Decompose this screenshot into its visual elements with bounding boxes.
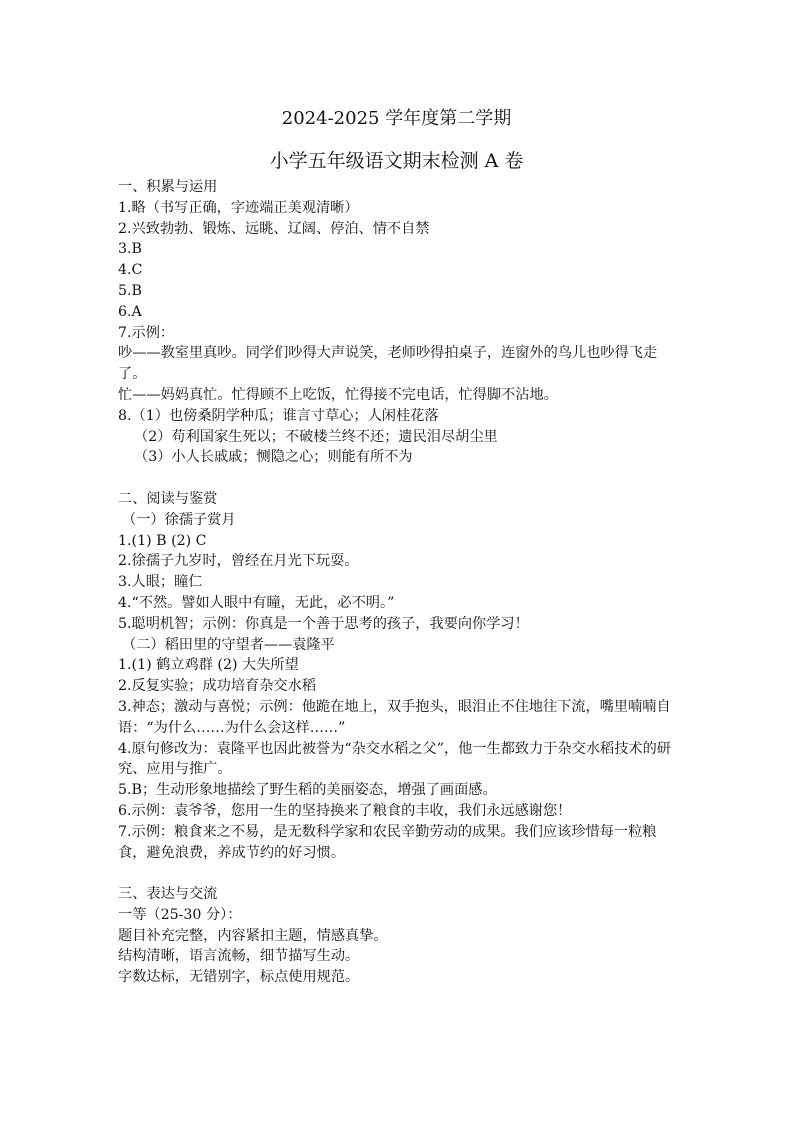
answer-line: 题目补充完整，内容紧扣主题，情感真挚。 <box>118 927 388 944</box>
answer-line: （2）苟利国家生死以；不破楼兰终不还；遗民泪尽胡尘里 <box>134 428 498 445</box>
answer-line: 4.“不然。譬如人眼中有瞳，无此，必不明。” <box>118 594 395 611</box>
subsection-heading: （一）徐孺子赏月 <box>122 511 236 528</box>
section-heading-expression: 三、表达与交流 <box>118 886 218 903</box>
subsection-heading: （二）稻田里的守望者——袁隆平 <box>122 636 335 653</box>
exam-title: 小学五年级语文期末检测 A 卷 <box>269 150 524 172</box>
spacer <box>118 468 678 489</box>
answer-line: 1.略（书写正确，字迹端正美观清晰） <box>118 199 359 216</box>
answer-line: 3.B <box>118 241 142 258</box>
answer-line: 结构清晰，语言流畅，细节描写生动。 <box>118 948 360 965</box>
answer-body <box>118 177 678 988</box>
answer-line: （3）小人长戚戚；恻隐之心；则能有所不为 <box>134 449 413 466</box>
answer-line: 1.(1) B (2) C <box>118 532 207 549</box>
answer-line: 7.示例： <box>118 324 175 341</box>
semester-title: 2024-2025 学年度第二学期 <box>281 108 512 129</box>
answer-line: 忙——妈妈真忙。忙得顾不上吃饭，忙得接不完电话，忙得脚不沾地。 <box>118 386 558 403</box>
section-heading-reading: 二、阅读与鉴赏 <box>118 490 218 507</box>
answer-line: 3.人眼；瞳仁 <box>118 574 203 591</box>
answer-line: 6.示例：袁爷爷，您用一生的坚持换来了粮食的丰收，我们永远感谢您！ <box>118 802 572 819</box>
answer-line: 5.B <box>118 282 142 299</box>
answer-line: 一等（25-30 分）： <box>118 906 242 923</box>
answer-line: 6.A <box>118 303 142 320</box>
answer-line: 4.C <box>118 262 143 279</box>
answer-line: 8.（1）也傍桑阴学种瓜；谁言寸草心；人闲桂花落 <box>118 407 439 424</box>
answer-line: 1.(1) 鹤立鸡群 (2) 大失所望 <box>118 657 299 674</box>
answer-line: 2.反复实验；成功培育杂交水稻 <box>118 678 316 695</box>
answer-line: 2.兴致勃勃、锻炼、远眺、辽阔、停泊、情不自禁 <box>118 220 430 237</box>
answer-line: 5.B；生动形象地描绘了野生稻的美丽姿态，增强了画面感。 <box>118 782 497 799</box>
answer-paragraph: 吵——教室里真吵。同学们吵得大声说笑，老师吵得拍桌子，连窗外的鸟儿也吵得飞走了。 <box>118 345 658 383</box>
answer-paragraph: 4.原句修改为：袁隆平也因此被誉为“杂交水稻之父”，他一生都致力于杂交水稻技术的研究、应用与推广。 <box>118 740 671 778</box>
section-heading-accumulation: 一、积累与运用 <box>118 179 218 195</box>
answer-line: 字数达标，无错别字，标点使用规范。 <box>118 969 360 986</box>
answer-line: 2.徐孺子九岁时，曾经在月光下玩耍。 <box>118 553 359 570</box>
answer-paragraph: 7.示例：粮食来之不易，是无数科学家和农民辛勤劳动的成果。我们应该珍惜每一粒粮食，避免浪费，养成节约的好习惯。 <box>118 823 657 861</box>
spacer <box>118 863 678 884</box>
answer-line: 5.聪明机智；示例：你真是一个善于思考的孩子，我要向你学习！ <box>118 615 529 632</box>
answer-paragraph: 3.神态；激动与喜悦；示例：他跪在地上，双手抱头，眼泪止不住地往下流，嘴里喃喃自语：“为什么……为什么会这样……” <box>118 698 671 736</box>
scan-speck: · <box>203 1020 205 1027</box>
